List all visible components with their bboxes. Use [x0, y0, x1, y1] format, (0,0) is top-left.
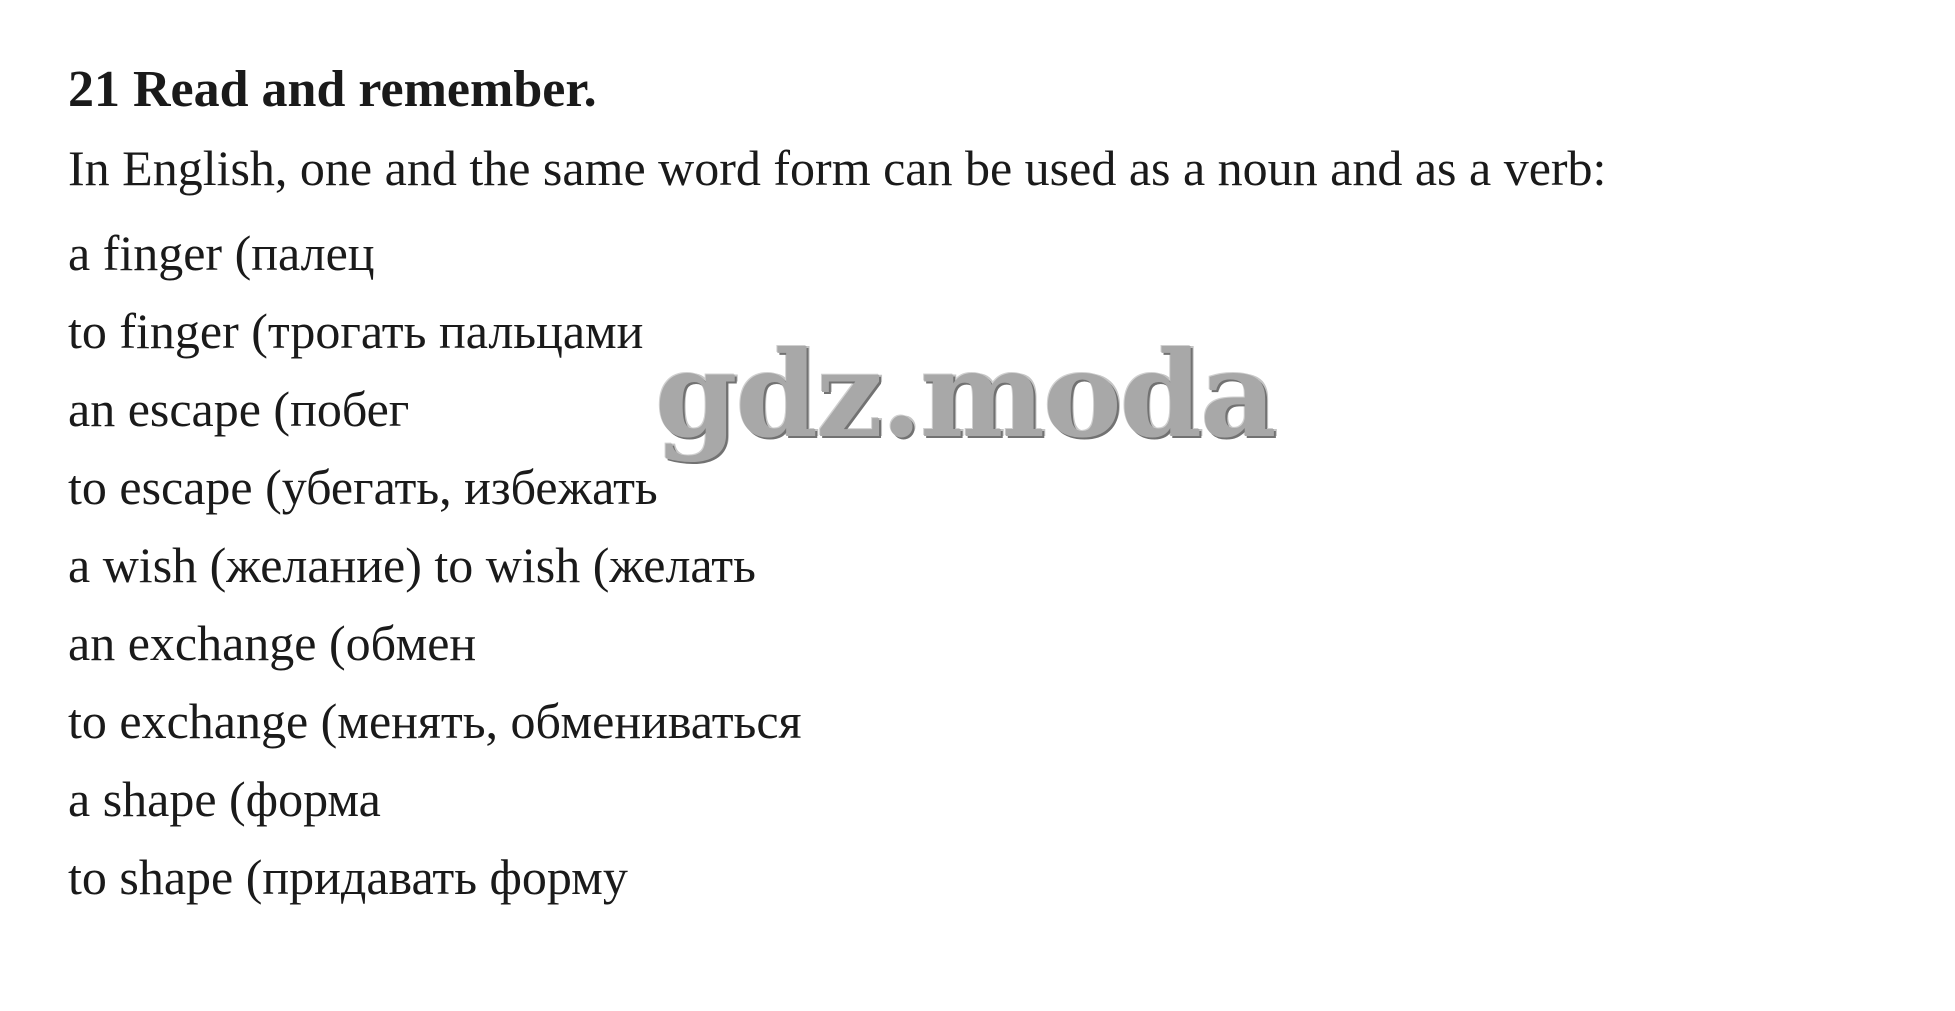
- vocab-item: an escape (побег: [68, 381, 410, 437]
- watermark-logo: gdz.moda: [655, 325, 1275, 464]
- vocab-item: to escape (убегать, избежать: [68, 459, 658, 515]
- vocab-item: to shape (придавать форму: [68, 849, 628, 905]
- exercise-intro: In English, one and the same word form can be used as a noun and as a verb:: [68, 140, 1607, 196]
- vocabulary-list: [68, 214, 802, 916]
- exercise-heading: 21 Read and remember.: [68, 61, 597, 118]
- vocab-item: a finger (палец: [68, 225, 375, 281]
- vocab-item: an exchange (обмен: [68, 615, 477, 671]
- vocab-item: to finger (трогать пальцами: [68, 303, 644, 359]
- vocab-item: a shape (форма: [68, 771, 381, 827]
- vocab-item: a wish (желание) to wish (желать: [68, 537, 756, 593]
- vocab-item: to exchange (менять, обмениваться: [68, 693, 802, 749]
